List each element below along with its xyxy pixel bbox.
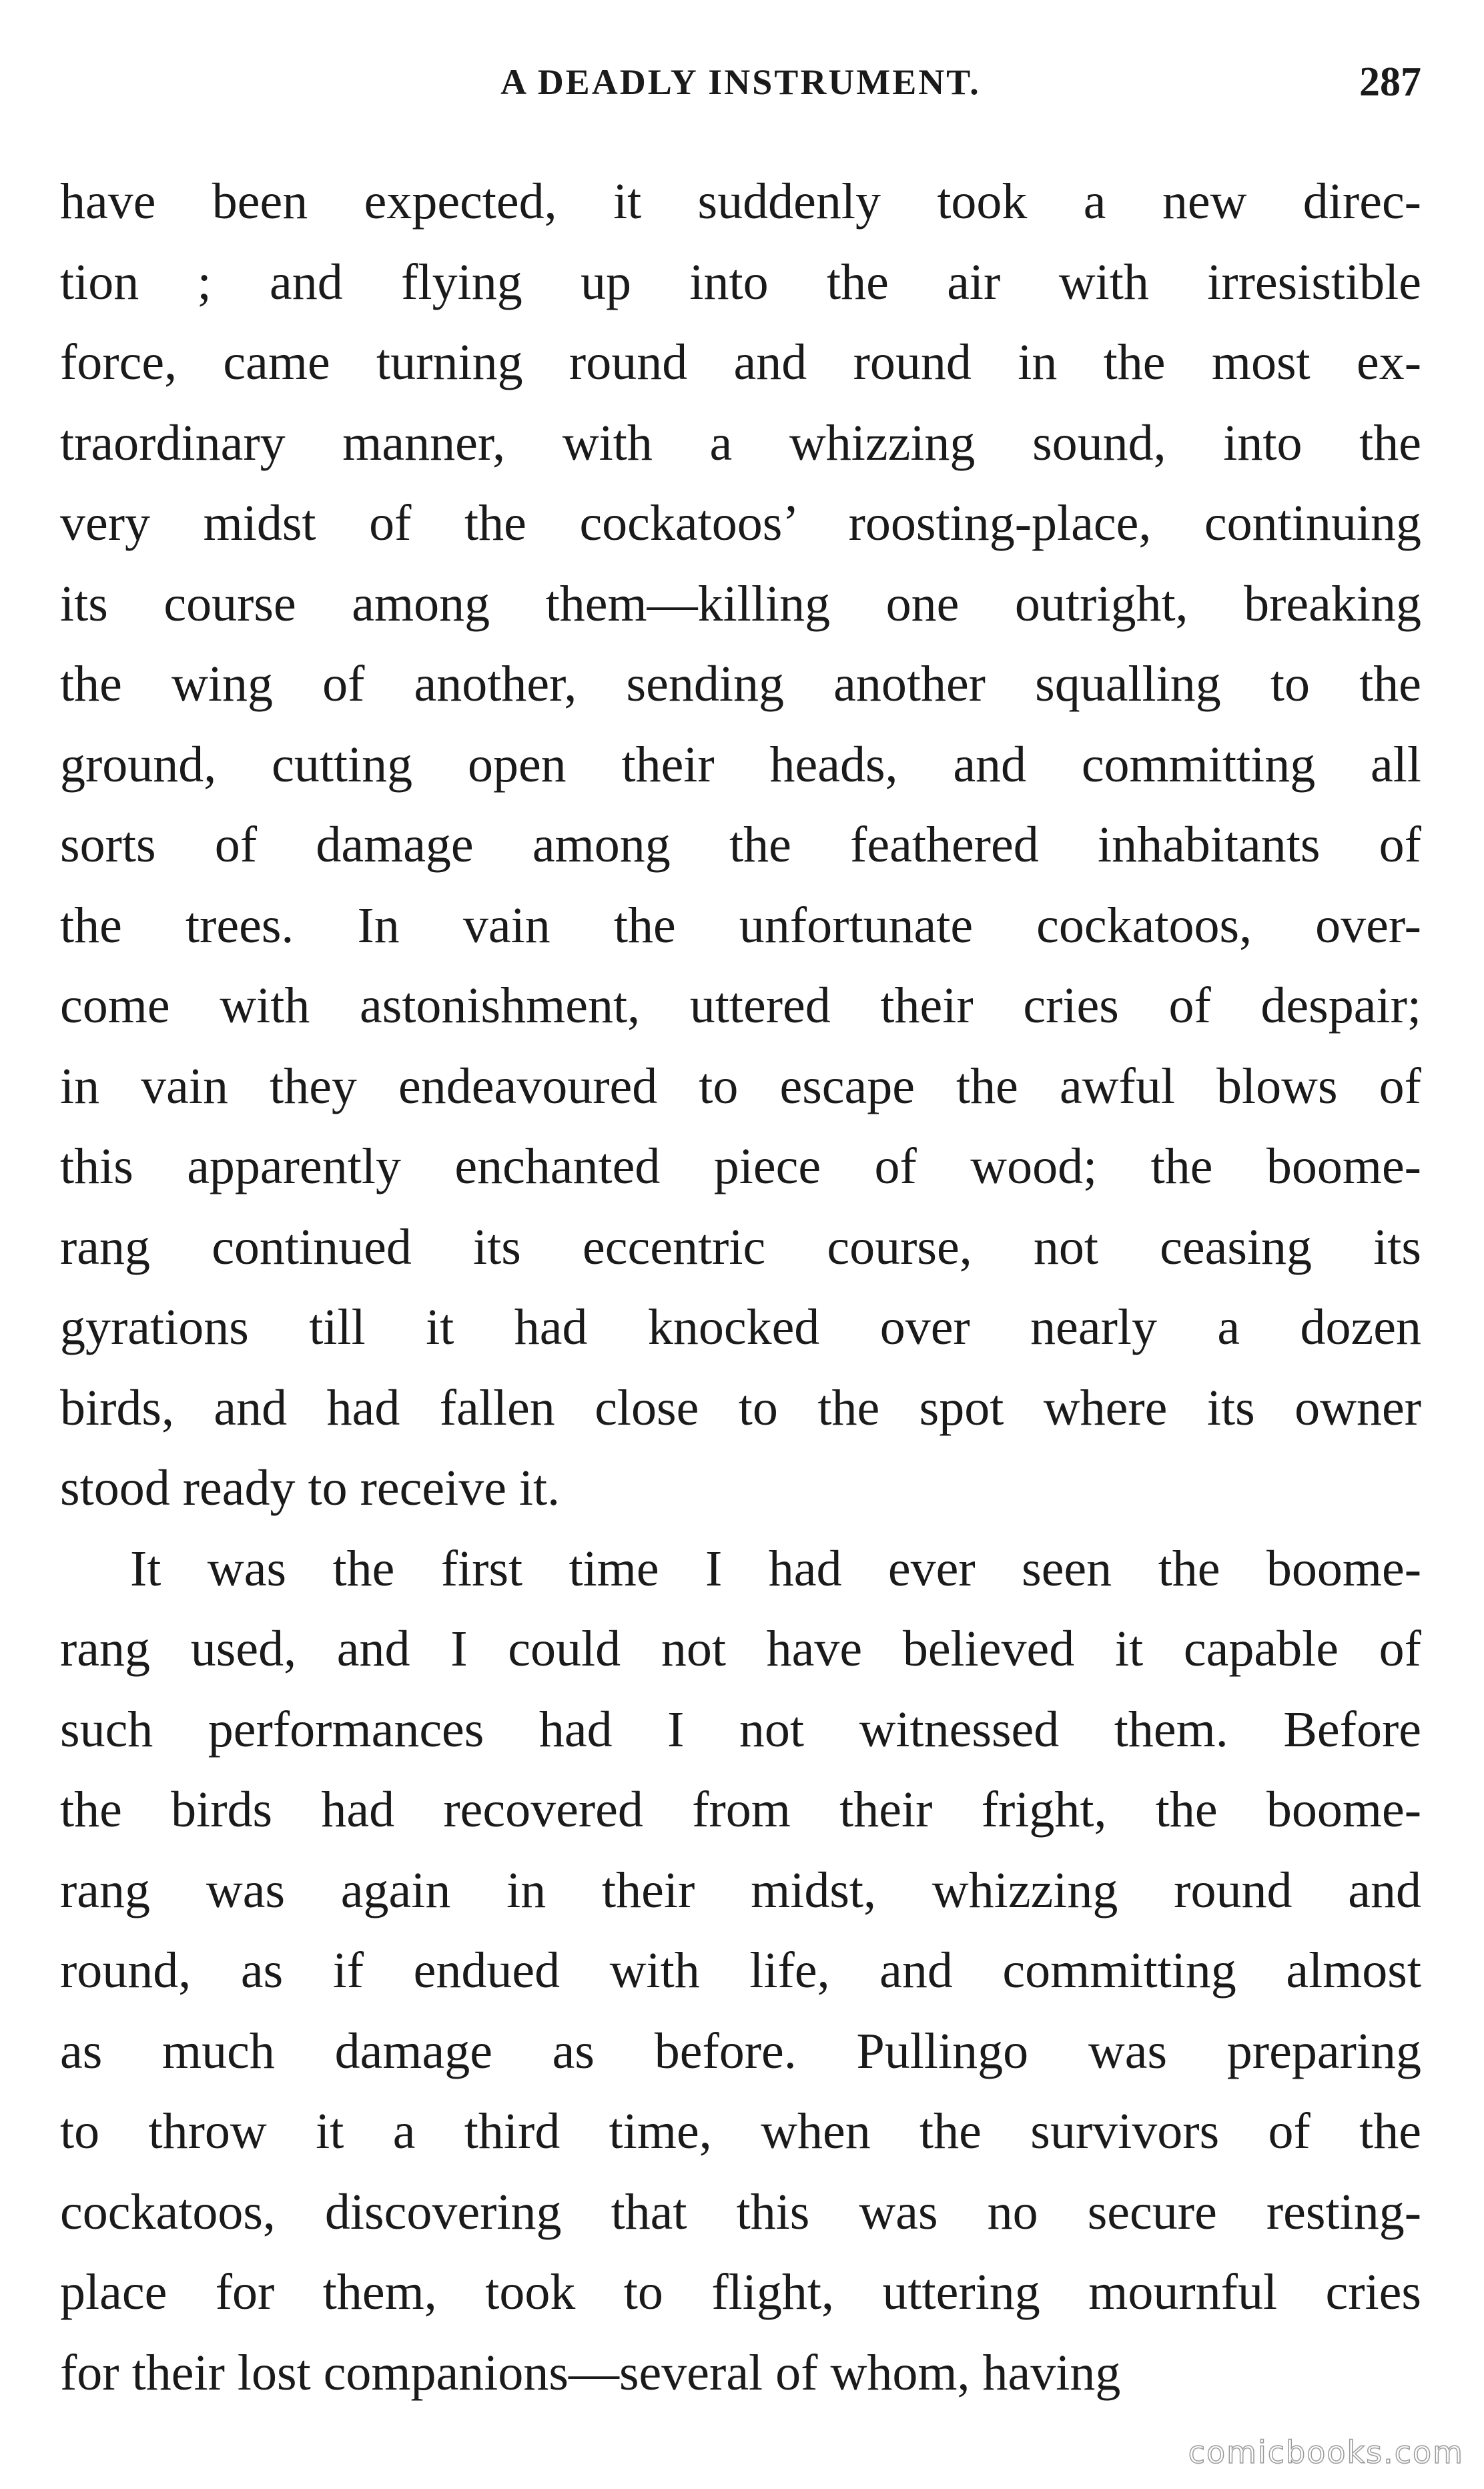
text-line: sorts of damage among the feathered inhabitants of [60, 817, 1421, 873]
text-line: very midst of the cockatoos’ roosting-place, continuing [60, 495, 1421, 551]
text-line: It was the first time I had ever seen the boome- [130, 1540, 1421, 1597]
running-head [60, 52, 1421, 112]
paragraph [60, 1529, 1421, 2414]
text-line: such performances had I not witnessed them. Before [60, 1701, 1421, 1758]
text-line: traordinary manner, with a whizzing sound, into the [60, 414, 1421, 471]
text-line: as much damage as before. Pullingo was preparing [60, 2023, 1421, 2079]
watermark: comicbooks.com [1188, 2434, 1464, 2470]
text-line: ground, cutting open their heads, and committing all [60, 736, 1421, 793]
running-title: A DEADLY INSTRUMENT. [500, 62, 981, 102]
text-line: the trees. In vain the unfortunate cockatoos, over- [60, 897, 1421, 954]
text-line: the wing of another, sending another squalling to the [60, 656, 1421, 712]
text-line: rang used, and I could not have believed it capable of [60, 1621, 1421, 1677]
text-line: this apparently enchanted piece of wood; the boome- [60, 1138, 1421, 1194]
text-line: round, as if endued with life, and committing almost [60, 1942, 1421, 1999]
text-line: birds, and had fallen close to the spot where its owner [60, 1379, 1421, 1436]
paragraph [60, 161, 1421, 1529]
body-text [60, 161, 1421, 2413]
text-line: place for them, took to flight, uttering mournful cries [60, 2264, 1421, 2320]
text-line: its course among them—killing one outright, breaking [60, 575, 1421, 632]
text-line: to throw it a third time, when the survivors of the [60, 2103, 1421, 2159]
page-number: 287 [1359, 59, 1421, 105]
text-line: stood ready to receive it. [60, 1460, 561, 1516]
text-line: for their lost companions—several of whom, having [60, 2344, 1121, 2401]
text-line: come with astonishment, uttered their cries of despair; [60, 978, 1421, 1034]
text-line: force, came turning round and round in the most ex- [60, 334, 1421, 390]
text-line: the birds had recovered from their fright, the boome- [60, 1782, 1421, 1838]
text-line: tion ; and flying up into the air with irresistible [60, 254, 1421, 310]
text-line: have been expected, it suddenly took a new direc- [60, 173, 1421, 230]
text-line: cockatoos, discovering that this was no secure resting- [60, 2183, 1421, 2240]
text-line: gyrations till it had knocked over nearly a dozen [60, 1299, 1421, 1355]
text-line: rang continued its eccentric course, not ceasing its [60, 1218, 1421, 1275]
text-line: in vain they endeavoured to escape the awful blows of [60, 1058, 1421, 1114]
text-line: rang was again in their midst, whizzing round and [60, 1862, 1421, 1918]
